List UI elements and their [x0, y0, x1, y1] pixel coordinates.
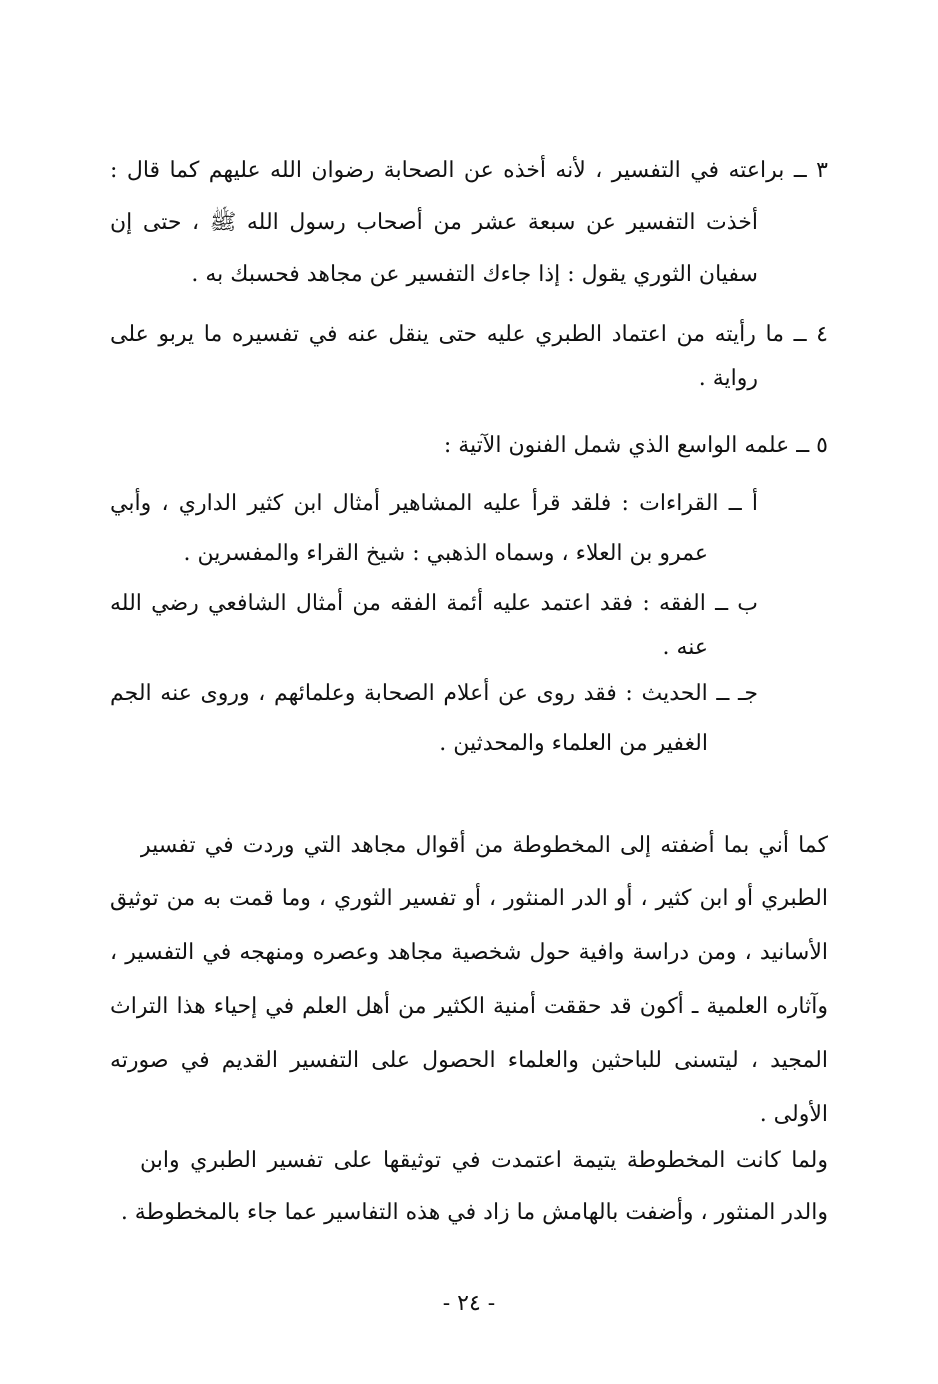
sub-c-line-1: جـ ــ الحديث : فقد روى عن أعلام الصحابة وعلمائهم ، وروى عنه الجم [110, 681, 758, 706]
list-item-5 [110, 420, 828, 472]
para-1-line-1: كما أني بما أضفته إلى المخطوطة من أقوال مجاهد التي وردت في تفسير [140, 833, 828, 858]
list-item-3-continuation [110, 197, 758, 301]
sub-item-a [110, 478, 758, 530]
sub-b-line-1: ب ــ الفقه : فقد اعتمد عليه أئمة الفقه من أمثال الشافعي رضي الله [110, 591, 758, 616]
sub-c-line-2: الغفير من العلماء والمحدثين . [439, 731, 708, 756]
para-1-line-3: الأسانيد ، ومن دراسة وافية حول شخصية مجاهد وعصره ومنهجه في التفسير ، [110, 940, 828, 965]
item-3-line-1: ٣ ــ براعته في التفسير ، لأنه أخذه عن الصحابة رضوان الله عليهم كما قال : [110, 158, 828, 183]
para-1-line-6: الأولى . [759, 1102, 828, 1127]
item-4-line-2: رواية . [698, 366, 758, 391]
list-item-4-continuation [458, 353, 758, 405]
para-1-line-5: المجيد ، ليتسنى للباحثين والعلماء الحصول على التفسير القديم في صورته [110, 1048, 828, 1073]
para-1-line-4: وآثاره العلمية ـ أكون قد حققت أمنية الكثير من أهل العلم في إحياء هذا التراث [110, 994, 828, 1019]
para-2-line-1: ولما كانت المخطوطة يتيمة اعتمدت في توثيقها على تفسير الطبري وابن [140, 1148, 828, 1173]
item-4-line-1: ٤ ــ ما رأيته من اعتماد الطبري عليه حتى ينقل عنه في تفسيره ما يربو على [110, 322, 828, 347]
item-5-line-1: ٥ ــ علمه الواسع الذي شمل الفنون الآتية : [443, 433, 828, 458]
sub-item-b-continuation [408, 622, 708, 674]
item-3-line-2: أخذت التفسير عن سبعة عشر من أصحاب رسول الله ﷺ ، حتى إن [110, 210, 758, 235]
page-number: - ٢٤ - [442, 1291, 496, 1316]
paragraph-1 [110, 820, 828, 1142]
sub-item-c-continuation [188, 718, 708, 770]
sub-a-line-2: عمرو بن العلاء ، وسماه الذهبي : شيخ القراء والمفسرين . [183, 541, 708, 566]
paragraph-2 [110, 1135, 828, 1239]
sub-a-line-1: أ ــ القراءات : فلقد قرأ عليه المشاهير أمثال ابن كثير الداري ، وأبي [110, 491, 758, 516]
list-item-3 [110, 145, 828, 197]
para-1-line-2: الطبري أو ابن كثير ، أو الدر المنثور ، أو تفسير الثوري ، وما قمت به من توثيق [110, 886, 828, 911]
sub-b-line-2: عنه . [662, 635, 708, 660]
item-3-line-3: سفيان الثوري يقول : إذا جاءك التفسير عن مجاهد فحسبك به . [191, 262, 758, 287]
para-2-line-2: والدر المنثور ، وأضفت بالهامش ما زاد في هذه التفاسير عما جاء بالمخطوطة . [120, 1200, 828, 1225]
sub-item-a-continuation [183, 528, 708, 580]
sub-item-c [110, 668, 758, 720]
